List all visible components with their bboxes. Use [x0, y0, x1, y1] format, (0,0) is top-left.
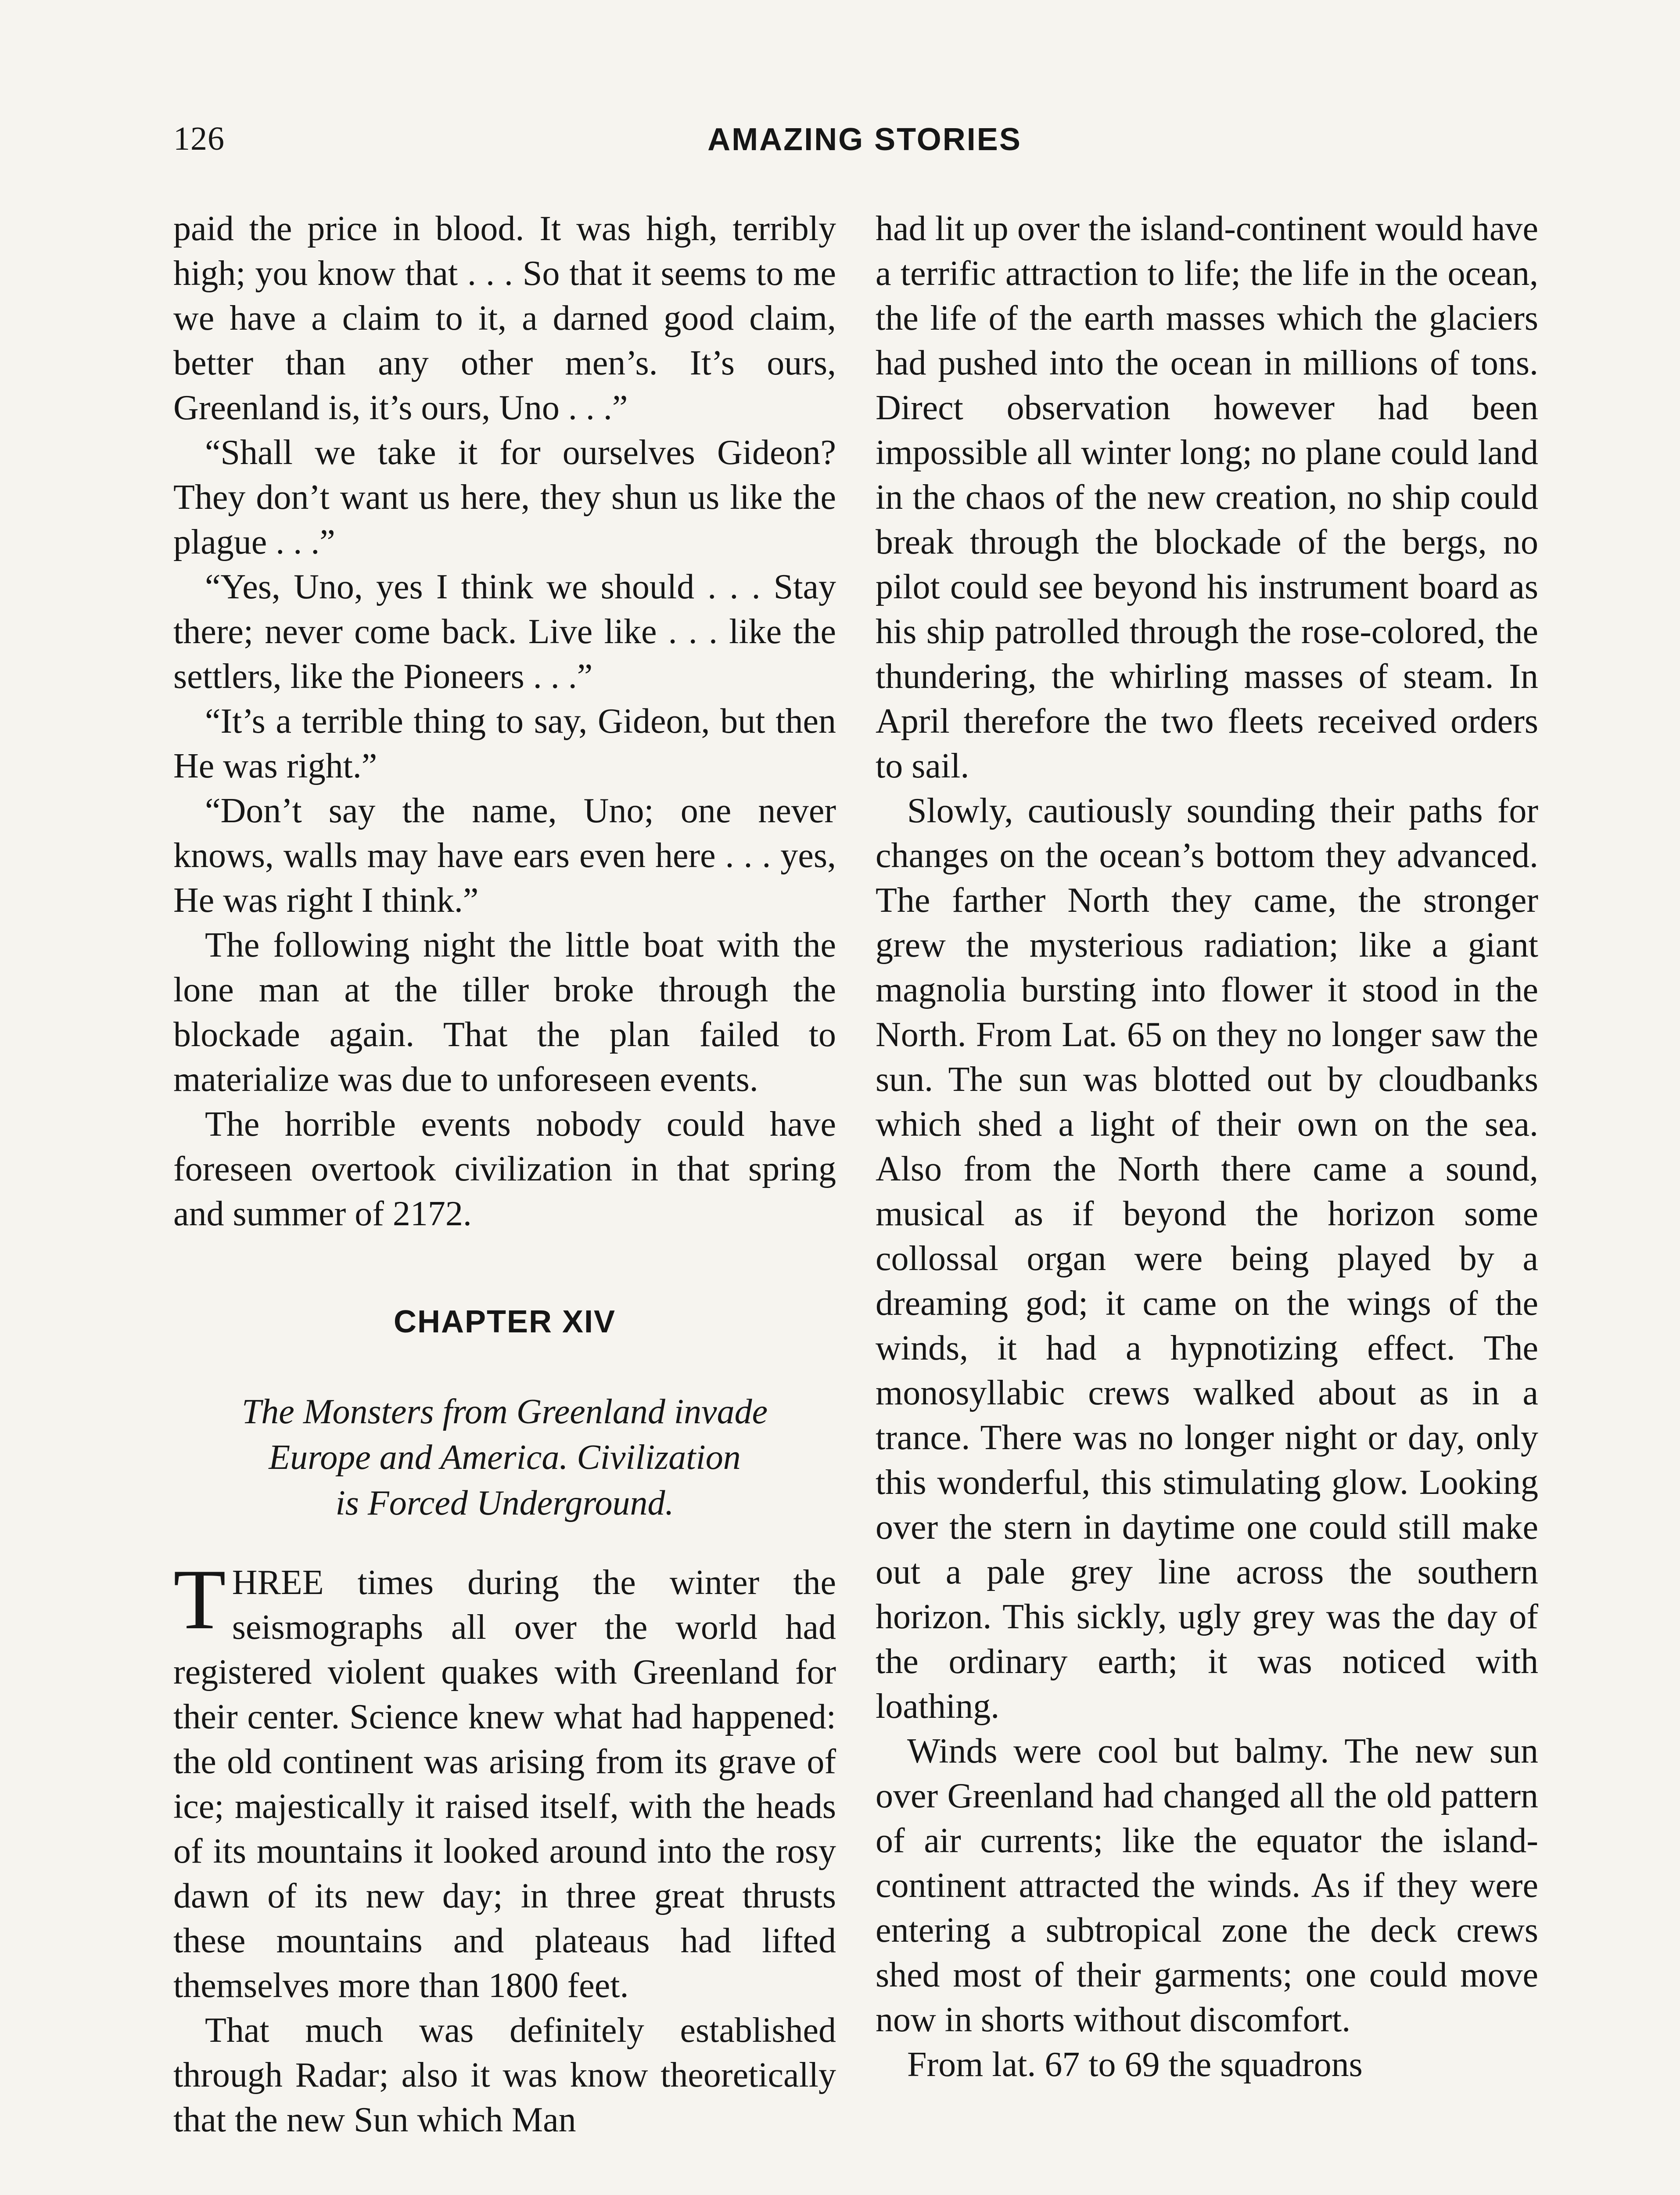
paragraph: paid the price in blood. It was high, terribly high; you know that . . . So that it seems to me we have a claim to it, a darned good claim, better than any other men’s. It’s ours, Greenland is, it’s ours, Uno . . .”: [173, 209, 836, 427]
drop-cap: T: [173, 1552, 226, 1647]
paragraph: Slowly, cautiously sounding their paths for changes on the ocean’s bottom they advanced. The farther North they came, the stronger grew the mysterious radiation; like a giant magnolia bursting into flower it stood in the North. From Lat. 65 on they no longer saw the sun. The sun was blotted out by cloudbanks which shed a light of their own on the sea. Also from the North there came a sound, musical as if beyond the horizon some collossal organ were being played by a dreaming god; it came on the wings of the winds, it had a hypnotizing effect. The monosyllabic crews walked about as in a trance. There was no longer night or day, only this wonderful, this stimulating glow. Looking over the stern in daytime one could still make out a pale grey line across the southern horizon. This sickly, ugly grey was the day of the ordinary earth; it was noticed with loathing.: [876, 792, 1538, 1726]
chapter-summary-line: is Forced Underground.: [335, 1484, 674, 1522]
paragraph: From lat. 67 to 69 the squadrons: [907, 2045, 1363, 2084]
paragraph: The horrible events nobody could have foreseen overtook civilization in that spring and summer of 2172.: [173, 1105, 836, 1233]
paragraph: “Don’t say the name, Uno; one never knows, walls may have ears even here . . . yes, He was right I think.”: [173, 792, 836, 920]
opening-paragraph: [173, 1552, 836, 2008]
paragraph: The following night the little boat with the lone man at the tiller broke through the blockade again. That the plan failed to materialize was due to unforeseen events.: [173, 926, 836, 1099]
chapter-summary-line: The Monsters from Greenland invade: [241, 1393, 768, 1431]
paragraph: had lit up over the island-continent would have a terrific attraction to life; the life in the ocean, the life of the earth masses which the glaciers had pushed into the ocean in millions of tons. Direct observation however had been impossible all winter long; no plane could land in the chaos of the new creation, no ship could break through the blockade of the bergs, no pilot could see beyond his instrument board as his ship patrolled through the rose-colored, the thundering, the whirling masses of steam. In April therefore the two fleets received orders to sail.: [876, 209, 1538, 785]
chapter-heading: CHAPTER XIV: [393, 1304, 616, 1339]
page-number: 126: [173, 120, 225, 157]
paragraph: “Shall we take it for ourselves Gideon? They don’t want us here, they shun us like the plague . . .”: [173, 433, 836, 561]
paragraph: “Yes, Uno, yes I think we should . . . Stay there; never come back. Live like . . . like the settlers, like the Pioneers . . .”: [173, 568, 836, 696]
chapter-summary: [173, 1389, 836, 1526]
paragraph: That much was definitely established through Radar; also it was know theoretically that the new Sun which Man: [173, 2011, 836, 2139]
paragraph: Winds were cool but balmy. The new sun over Greenland had changed all the old pattern of air currents; like the equator the island-continent attracted the winds. As if they were entering a subtropical zone the deck crews shed most of their garments; one could move now in shorts without discomfort.: [876, 1732, 1538, 2039]
right-column: [876, 206, 1538, 2087]
opening-paragraph-text: HREE times during the winter the seismographs all over the world had registered violent quakes with Greenland for their center. Science knew what had happened: the old continent was arising from its grave of ice; majestically it raised itself, with the heads of its mountains it looked around into the rosy dawn of its new day; in three great thrusts these mountains and plateaus had lifted themselves more than 1800 feet.: [173, 1563, 836, 2005]
left-column: [173, 206, 836, 2142]
chapter-summary-line: Europe and America. Civilization: [269, 1438, 741, 1477]
running-title: AMAZING STORIES: [707, 122, 1022, 157]
paragraph: “It’s a terrible thing to say, Gideon, but then He was right.”: [173, 702, 836, 785]
